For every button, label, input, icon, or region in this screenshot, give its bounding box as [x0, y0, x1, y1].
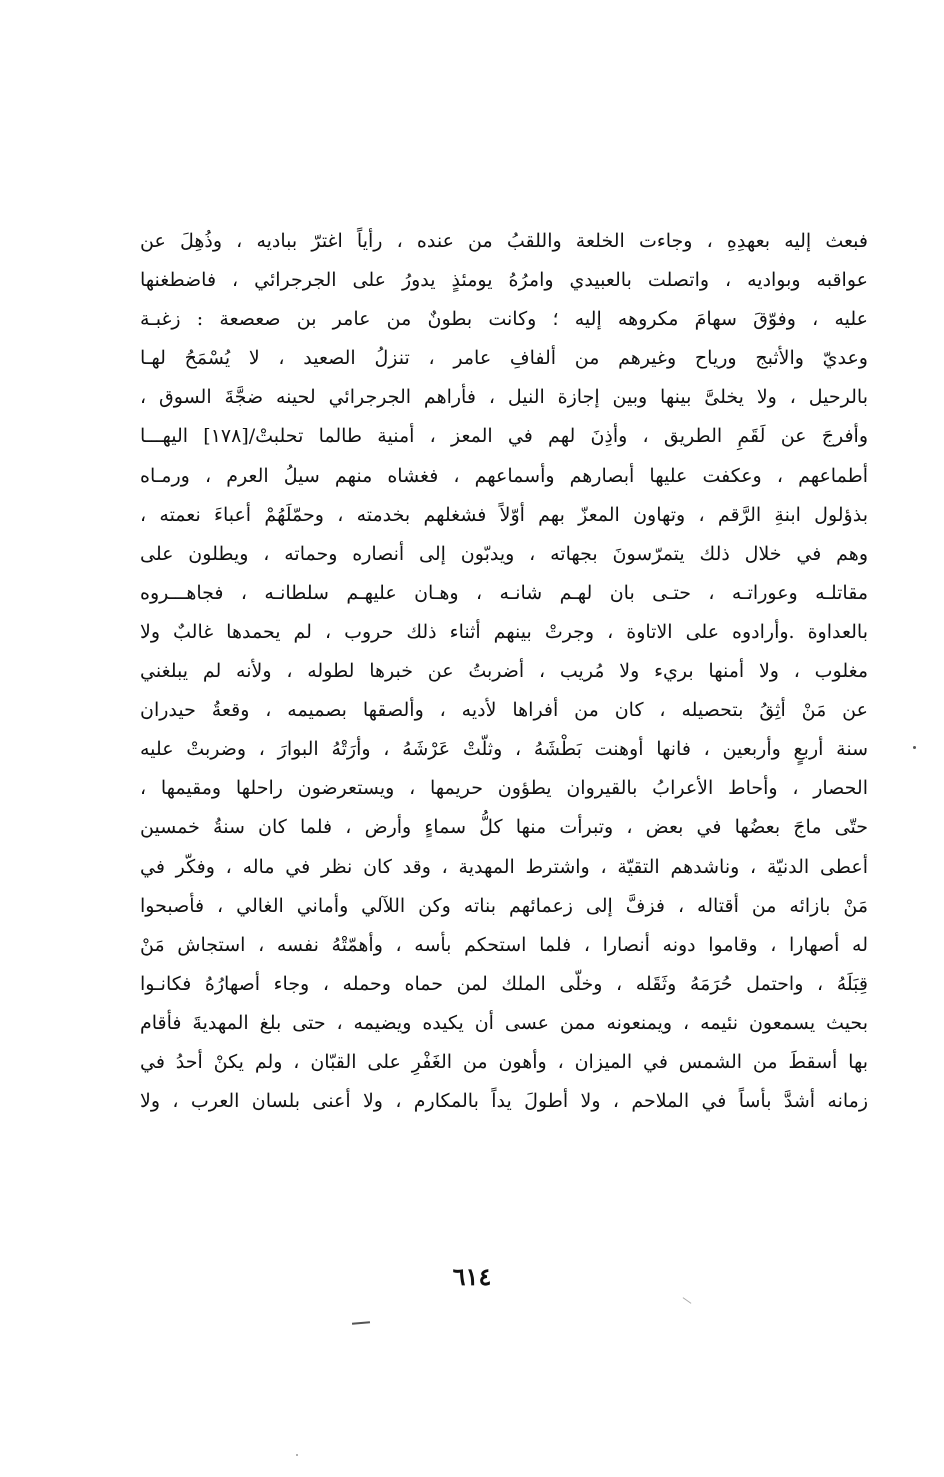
text-line-14: سنة أربعٍ وأربعین ، فانها أوهنت بَطْشَهُ ، وثلّتْ عَرْشَهُ ، وأرَتْهُ البوارَ ، وضربتْ علیه: [140, 738, 868, 761]
text-line-2: عواقبه وبوادیه ، واتصلت بالعبیدي وامرُهُ یومئذٍ یدورُ علی الجرجرائي ، فاضطغنها: [140, 269, 868, 292]
text-line-23: زمانه أشدَّ بأساً في الملاحم ، ولا أطولَ یداً بالمكارم ، ولا أعنی بلسان العرب ، ولا: [140, 1090, 868, 1113]
text-line-18: مَنْ بازائه من أقتاله ، فزفَّ إلی زعمائهم بناته وكن اللآلي وأماني الغالي ، فأصبحوا: [140, 894, 868, 917]
page-number: ٦١٤: [452, 1262, 492, 1291]
text-line-16: حتّی ماجَ بعضُها في بعض ، وتبرأت منها كلُّ سماءٍ وأرض ، فلما كان سنةُ خمسین: [140, 816, 868, 839]
scan-speck: [296, 1454, 298, 1456]
text-line-15: الحصار ، وأحاط الأعرابُ بالقیروان یطؤون حریمها ، ویستعرضون راحلها ومقیمها ،: [140, 777, 868, 800]
text-line-19: له أصهارا ، وقاموا دونه أنصارا ، فلما استحكم بأسه ، وأهمّتْهُ نفسه ، استجاش مَنْ: [140, 933, 868, 956]
text-line-8: بذؤلول ابنةِ الرَّقم ، وتهاون المعزّ بهم أوّلاً فشغلهم بخدمته ، وحمّلَهُمْ أعباءَ نعمته ،: [140, 503, 868, 526]
scan-speck: [352, 1321, 370, 1325]
text-line-5: بالرحیل ، ولا یخلیَّ بینها وبین إجازة النیل ، فأراهم الجرجرائي لحینه ضجَّةَ السوق ،: [140, 386, 868, 409]
text-line-4: وعديّ والأثبج ورياح وغيرهم من ألفافِ عامر ، تنزلُ الصعید ، لا یُسْمَحُ لهـا: [140, 347, 868, 370]
scan-speck: [683, 1297, 692, 1304]
text-line-22: بها أسقطَ من الشمس في المیزان ، وأهون من الغَفْرِ علی القبّان ، ولم یكنْ أحدُ في: [140, 1050, 868, 1073]
text-line-13: عن مَنْ أثِقُ بتحصیله ، كان من أفراها لأدیه ، وألصقها بصمیمه ، وقعةُ حیدران: [140, 699, 868, 722]
text-line-10: مقاتلـه وعوراتـه ، حتـی بان لهـم شانـه ، وهـان علیهـم سلطانـه ، فجاهـــروه: [140, 581, 868, 604]
text-line-21: بحیث یسمعون نئیمه ، ویمنعونه ممن عسی أن یكیده ویضیمه ، حتی بلغ المهدیةَ فأقام: [140, 1011, 868, 1034]
text-line-17: أعطی الدنیّة ، وناشدهم التقیّة ، واشترط المهدیة ، وقد كان نظر في ماله ، وفكّر في: [140, 855, 868, 878]
text-line-12: مغلوب ، ولا أمنها بريء ولا مُریب ، أضربتُ عن خبرها لطوله ، ولأنه لم یبلغني: [140, 660, 868, 683]
text-line-11: بالعداوة .وأرادوه علی الاتاوة ، وجرتْ بینهم أثناء ذلك حروب ، لم یحمدها غالبٌ ولا: [140, 620, 868, 643]
text-line-7: أطماعهم ، وعكفت علیها أبصارهم وأسماعهم ، فغشاه منهم سیلُ العرم ، ورمـاه: [140, 464, 868, 487]
body-text: [140, 222, 868, 1121]
text-line-9: وهم في خلال ذلك یتمرّسونَ بجهاته ، ویدبّون إلی أنصاره وحماته ، ویطلون علی: [140, 542, 868, 565]
scan-speck: [913, 746, 916, 749]
text-line-3: علیه ، وفوّقَ سهامَ مكروهه إلیه ؛ وكانت بطونٌ من عامر بن صعصعة : زغبـة: [140, 308, 868, 331]
text-line-1: فبعث إليه بعهدِهِ ، وجاءت الخلعة واللقبُ من عنده ، رأياً اغترّ ببادیه ، وذُهِلَ عن: [140, 230, 868, 252]
text-line-6: وأفرجَ عن لَقَمِ الطریق ، وأذِنَ لهم في المعز ، أمنیة طالما تحلبتْ/[۱۷۸] الیهـــا: [140, 425, 868, 448]
text-line-20: قِبَلَهُ ، واحتمل حُرَمَهُ وثَقَله ، وخلّی الملك لمن حماه وحمله ، وجاء أصهارُهُ فكانـوا: [140, 972, 868, 995]
